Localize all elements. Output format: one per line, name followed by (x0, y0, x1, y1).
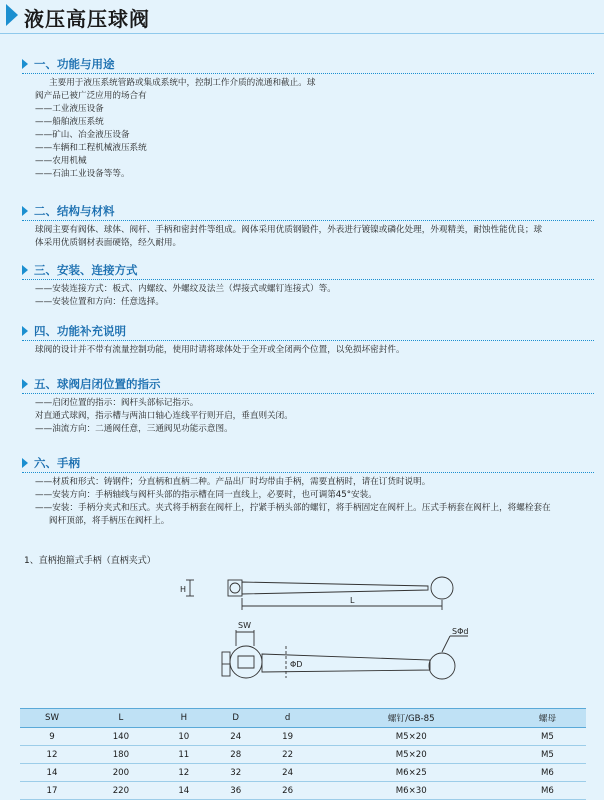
table-cell: 19 (262, 728, 314, 746)
body-line: 主要用于液压系统管路或集成系统中，控制工作介质的流通和截止。球 (49, 78, 316, 88)
body-line: ——安装连接方式：板式、内螺纹、外螺纹及法兰（焊接式或螺钉连接式）等。 (35, 284, 336, 294)
page-header (0, 0, 604, 32)
spec-table (20, 708, 586, 800)
body-line: ——石油工业设备等等。 (35, 169, 130, 179)
heading-dotted-line (22, 279, 594, 280)
section-heading (22, 56, 592, 74)
table-cell: 14 (158, 782, 210, 800)
table-header-row (20, 709, 586, 728)
body-line: ——安装方向：手柄轴线与阀杆头部的指示槽在同一直线上，必要时，也可调第45°安装。 (35, 490, 377, 500)
section-installation (22, 262, 592, 309)
section-heading-text: 二、结构与材料 (34, 204, 115, 218)
body-line: 球阀主要有阀体、球体、阀杆、手柄和密封件等组成。阀体采用优质钢锻件，外表进行镀镍或磷化处理，外观精美，耐蚀性能优良；球 (35, 225, 543, 235)
table-cell: 36 (210, 782, 262, 800)
table-cell: 200 (84, 764, 158, 782)
handle-square-hole (238, 656, 254, 668)
body-line: ——车辆和工程机械液压系统 (35, 143, 147, 153)
section-body (22, 77, 592, 181)
page-title: 液压高压球阀 (24, 7, 150, 31)
title-arrow-icon (6, 4, 18, 26)
table-header: d (262, 709, 314, 728)
label-sw: SW (238, 621, 251, 630)
section-heading (22, 203, 592, 221)
handle-end-side (431, 577, 453, 599)
table-row (20, 728, 586, 746)
table-cell: 26 (262, 782, 314, 800)
body-line: 阀杆顶部，将手柄压在阀杆上。 (49, 516, 170, 526)
header-divider (0, 33, 604, 34)
section-heading-text: 五、球阀启闭位置的指示 (34, 377, 161, 391)
table-cell: 24 (262, 764, 314, 782)
section-structure (22, 203, 592, 250)
section-body (22, 283, 592, 309)
table-cell: 17 (20, 782, 84, 800)
heading-dotted-line (22, 393, 594, 394)
table-cell: 24 (210, 728, 262, 746)
heading-arrow-icon (22, 458, 28, 468)
heading-arrow-icon (22, 265, 28, 275)
section-handle (22, 455, 592, 528)
section-heading (22, 262, 592, 280)
heading-dotted-line (22, 220, 594, 221)
section-heading-text: 三、安装、连接方式 (34, 263, 138, 277)
section-function (22, 56, 592, 181)
handle-arm-top (262, 654, 430, 672)
table-header: SW (20, 709, 84, 728)
table-cell: 9 (20, 728, 84, 746)
table-header: D (210, 709, 262, 728)
table-cell: 12 (20, 746, 84, 764)
heading-arrow-icon (22, 59, 28, 69)
body-line: ——工业液压设备 (35, 104, 104, 114)
section-heading (22, 455, 592, 473)
body-line: ——农用机械 (35, 156, 87, 166)
section-body (22, 476, 592, 528)
label-sd: SΦd (452, 627, 469, 636)
label-h: H (180, 585, 187, 594)
table-cell: M6 (509, 782, 586, 800)
table-cell: 140 (84, 728, 158, 746)
section-body (22, 344, 592, 357)
handle-drawing (150, 566, 490, 696)
table-row (20, 746, 586, 764)
section-heading-text: 六、手柄 (34, 456, 80, 470)
figure-caption: 1、直柄抱箍式手柄（直柄夹式） (24, 556, 156, 566)
table-cell: M6 (509, 764, 586, 782)
section-supplement (22, 323, 592, 357)
table-header: 螺钉/GB-85 (314, 709, 509, 728)
body-line: ——矿山、冶金液压设备 (35, 130, 130, 140)
body-line: 阀产品已被广泛应用的场合有 (35, 91, 147, 101)
heading-dotted-line (22, 73, 594, 74)
section-heading (22, 376, 592, 394)
section-heading-text: 四、功能补充说明 (34, 324, 126, 338)
heading-dotted-line (22, 472, 594, 473)
body-line: ——安装：手柄分夹式和压式。夹式将手柄套在阀杆上，拧紧手柄头部的螺钉，将手柄固定在阀杆上。压式手柄套在阀杆上，将螺栓套在 (35, 503, 551, 513)
table-cell: M5 (509, 728, 586, 746)
table-cell: 10 (158, 728, 210, 746)
table-cell: 32 (210, 764, 262, 782)
table-cell: 14 (20, 764, 84, 782)
table-header: 螺母 (509, 709, 586, 728)
table-cell: 11 (158, 746, 210, 764)
body-line: 体采用优质钢材表面硬铬，经久耐用。 (35, 238, 182, 248)
handle-arm-side (242, 582, 428, 594)
handle-end-top (429, 653, 455, 679)
table-cell: M5×20 (314, 746, 509, 764)
body-line: 球阀的设计并不带有流量控制功能，使用时请将球体处于全开或全闭两个位置，以免损坏密封件。 (35, 345, 405, 355)
label-l: L (350, 596, 355, 605)
heading-arrow-icon (22, 379, 28, 389)
heading-arrow-icon (22, 206, 28, 216)
section-heading (22, 323, 592, 341)
section-indicator (22, 376, 592, 436)
section-body (22, 224, 592, 250)
section-body (22, 397, 592, 436)
section-heading-text: 一、功能与用途 (34, 57, 115, 71)
table-cell: 22 (262, 746, 314, 764)
table-header: L (84, 709, 158, 728)
body-line: 对直通式球阀，指示槽与两油口轴心连线平行则开启，垂直则关闭。 (35, 411, 293, 421)
table-cell: 220 (84, 782, 158, 800)
body-line: ——船舶液压系统 (35, 117, 104, 127)
handle-hub-top (230, 646, 262, 678)
heading-arrow-icon (22, 326, 28, 336)
label-d: ΦD (290, 660, 303, 669)
body-line: ——油流方向：二通阀任意，三通阀见功能示意图。 (35, 424, 233, 434)
table-row (20, 782, 586, 800)
table-cell: M5 (509, 746, 586, 764)
table-row (20, 764, 586, 782)
body-line: ——启闭位置的指示：阀杆头部标记指示。 (35, 398, 199, 408)
heading-dotted-line (22, 340, 594, 341)
table-cell: M6×25 (314, 764, 509, 782)
table-cell: M5×20 (314, 728, 509, 746)
table-cell: 28 (210, 746, 262, 764)
body-line: ——安装位置和方向：任意选择。 (35, 297, 164, 307)
body-line: ——材质和形式：铸钢件；分直柄和直柄二种。产品出厂时均带由手柄，需要直柄时，请在订货时说明。 (35, 477, 431, 487)
table-cell: M6×30 (314, 782, 509, 800)
table-cell: 12 (158, 764, 210, 782)
table-cell: 180 (84, 746, 158, 764)
table-header: H (158, 709, 210, 728)
